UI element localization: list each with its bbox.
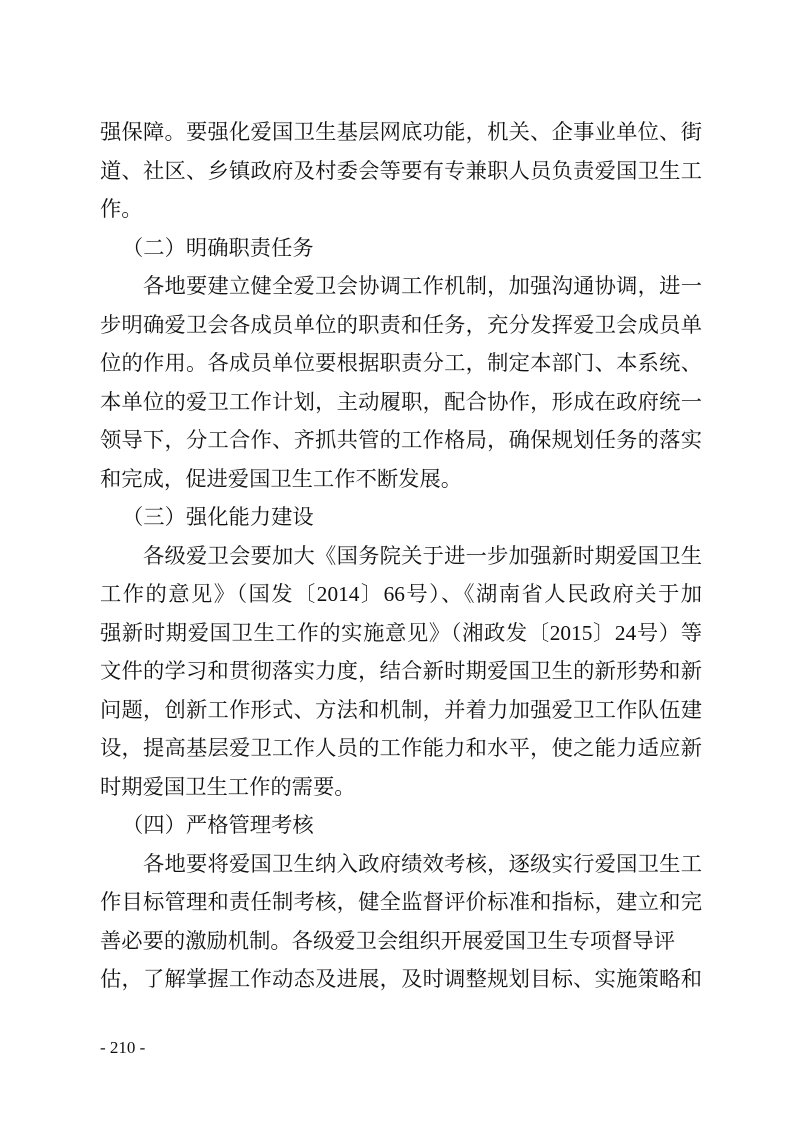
- text-line: 各地要将爱国卫生纳入政府绩效考核，逐级实行爱国卫生工: [143, 851, 702, 876]
- text-line: 步明确爱卫会各成员单位的职责和任务，充分发挥爱卫会成员单: [100, 312, 702, 337]
- section-heading: （四）严格管理考核: [122, 813, 314, 837]
- section-heading: （三）强化能力建设: [122, 505, 314, 529]
- text-line: 各地要建立健全爱卫会协调工作机制，加强沟通协调，进一: [143, 274, 702, 298]
- text-line: 各级爱卫会要加大《国务院关于进一步加强新时期爱国卫生: [143, 543, 702, 568]
- text-line: 善必要的激励机制。各级爱卫会组织开展爱国卫生专项督导评: [100, 928, 676, 953]
- text-line: 估，了解掌握工作动态及进展，及时调整规划目标、实施策略和: [100, 967, 702, 991]
- text-line: 作。: [100, 197, 143, 221]
- text-line: 和完成，促进爱国卫生工作不断发展。: [100, 466, 463, 491]
- document-body: [100, 113, 702, 999]
- text-line: 本单位的爱卫工作计划，主动履职，配合协作，形成在政府统一: [100, 389, 702, 414]
- text-line: 道、社区、乡镇政府及村委会等要有专兼职人员负责爱国卫生工: [100, 158, 702, 183]
- text-line: 工作的意见》（国发〔2014〕66号）、《湖南省人民政府关于加: [100, 582, 702, 606]
- section-heading: （二）明确职责任务: [122, 235, 314, 260]
- text-line: 文件的学习和贯彻落实力度，结合新时期爱国卫生的新形势和新: [100, 659, 702, 683]
- text-line: 强保障。要强化爱国卫生基层网底功能，机关、企事业单位、街: [100, 120, 702, 144]
- text-line: 位的作用。各成员单位要根据职责分工，制定本部门、本系统、: [100, 351, 702, 375]
- page-number: - 210 -: [100, 1038, 146, 1057]
- text-line: 问题，创新工作形式、方法和机制，并着力加强爱卫工作队伍建: [100, 697, 702, 722]
- text-line: 作目标管理和责任制考核，健全监督评价标准和指标，建立和完: [100, 890, 702, 914]
- text-line: 时期爱国卫生工作的需要。: [100, 774, 356, 799]
- text-line: 领导下，分工合作、齐抓共管的工作格局，确保规划任务的落实: [100, 428, 702, 452]
- text-line: 设，提高基层爱卫工作人员的工作能力和水平，使之能力适应新: [100, 736, 702, 760]
- text-line: 强新时期爱国卫生工作的实施意见》（湘政发〔2015〕24号）等: [100, 620, 702, 645]
